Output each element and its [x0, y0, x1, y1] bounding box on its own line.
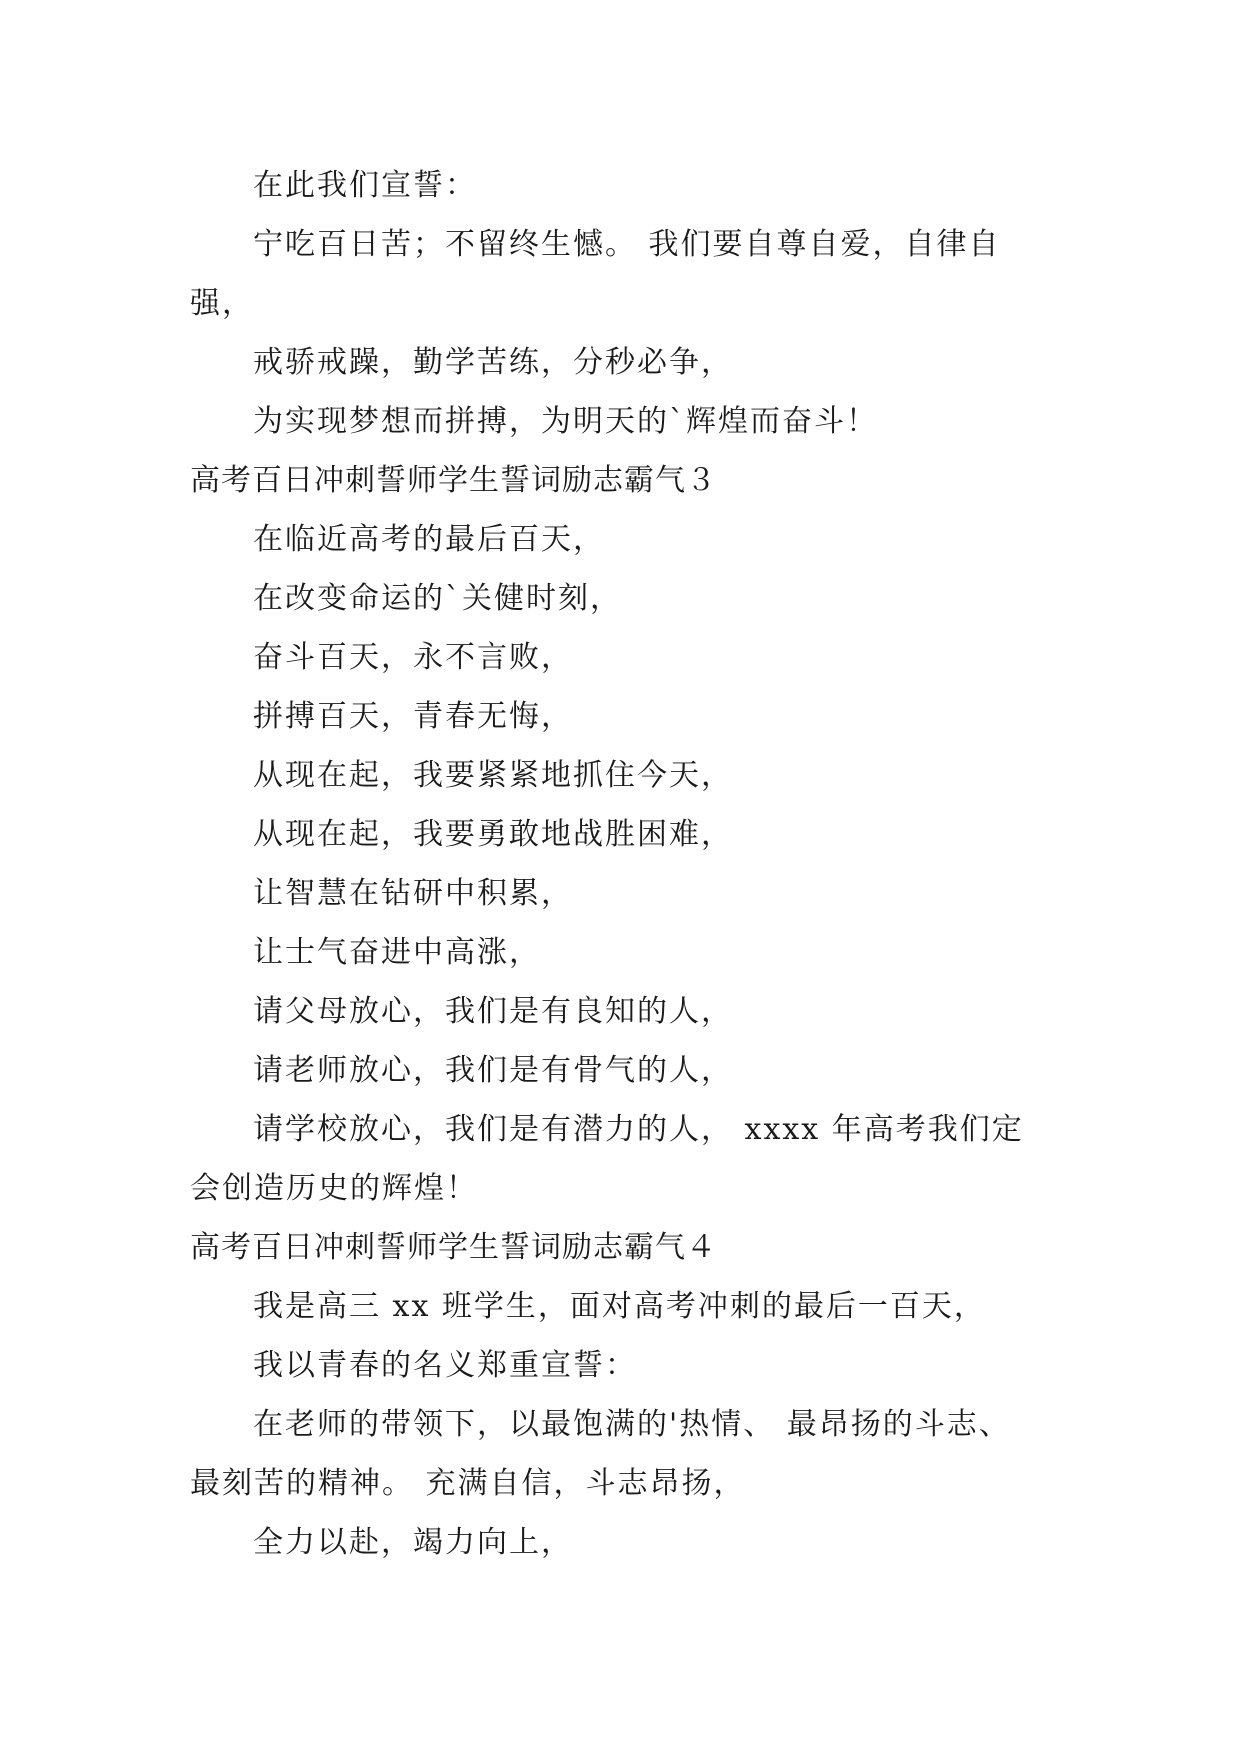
text-line: 强，	[190, 286, 254, 321]
text-line: 在此我们宣誓：	[253, 168, 477, 203]
text-line: 请老师放心，我们是有骨气的人，	[253, 1053, 733, 1088]
text-line: 从现在起，我要勇敢地战胜困难，	[253, 817, 733, 852]
section-heading: 高考百日冲刺誓师学生誓词励志霸气４	[190, 1230, 717, 1265]
text-line: 宁吃百日苦；不留终生憾。 我们要自尊自爱，自律自	[253, 227, 1001, 262]
text-line: 全力以赴，竭力向上，	[253, 1525, 573, 1560]
text-line: 在改变命运的`关健时刻，	[253, 581, 622, 616]
text-line: 让智慧在钻研中积累，	[253, 876, 573, 911]
text-line: 奋斗百天，永不言败，	[253, 640, 573, 675]
text-line: 拼搏百天，青春无悔，	[253, 699, 573, 734]
text-line: 让士气奋进中高涨，	[253, 935, 541, 970]
text-line: 为实现梦想而拼搏，为明天的`辉煌而奋斗！	[253, 404, 878, 439]
text-line: 我是高三 xx 班学生，面对高考冲刺的最后一百天，	[253, 1289, 986, 1324]
section-heading: 高考百日冲刺誓师学生誓词励志霸气３	[190, 463, 717, 498]
text-line: 在临近高考的最后百天，	[253, 522, 605, 557]
text-line: 戒骄戒躁，勤学苦练，分秒必争，	[253, 345, 733, 380]
text-line: 从现在起，我要紧紧地抓住今天，	[253, 758, 733, 793]
text-line: 在老师的带领下，以最饱满的'热情、 最昂扬的斗志、	[253, 1407, 1011, 1442]
text-line: 我以青春的名义郑重宣誓：	[253, 1348, 637, 1383]
text-line: 会创造历史的辉煌！	[190, 1171, 478, 1206]
text-line: 请学校放心，我们是有潜力的人， xxxx 年高考我们定	[253, 1112, 1024, 1147]
text-line: 请父母放心，我们是有良知的人，	[253, 994, 733, 1029]
text-line: 最刻苦的精神。 充满自信，斗志昂扬，	[190, 1466, 746, 1501]
